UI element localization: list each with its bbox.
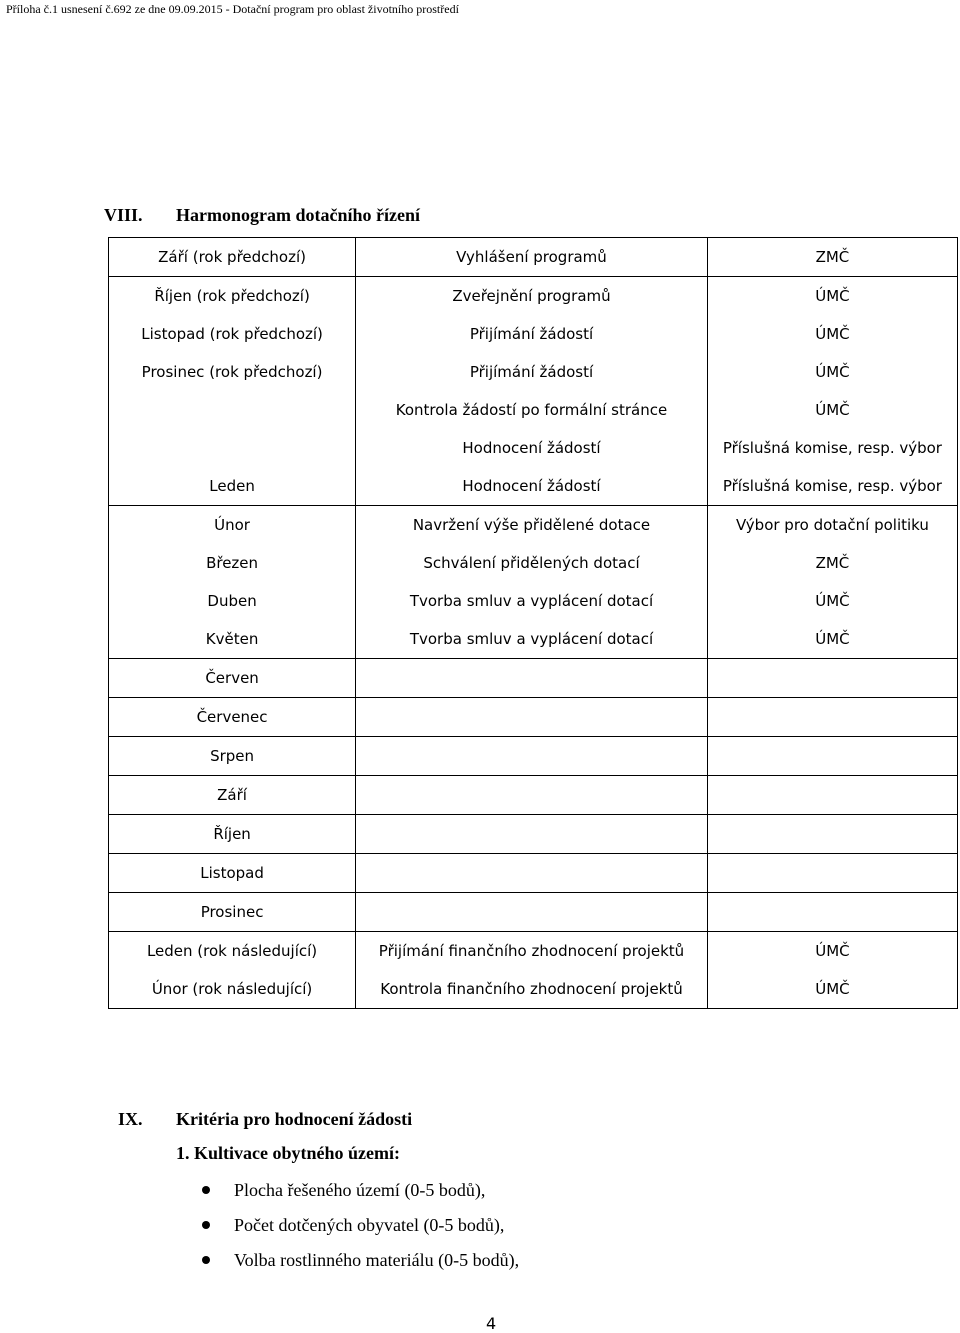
schedule-activity-cell: Přijímání žádostí [356,353,708,391]
schedule-period-cell: Září [109,776,356,815]
schedule-activity-cell [356,776,708,815]
schedule-responsible-cell [707,854,957,893]
schedule-activity-cell: Kontrola finančního zhodnocení projektů [356,970,708,1009]
schedule-responsible-cell: ÚMČ [707,582,957,620]
schedule-activity-cell [356,698,708,737]
table-row [109,854,958,893]
schedule-activity-cell: Přijímání finančního zhodnocení projektů [356,932,708,971]
schedule-responsible-cell: Příslušná komise, resp. výbor [707,429,957,467]
schedule-responsible-cell [707,893,957,932]
schedule-period-cell: Leden (rok následující) [109,932,356,971]
schedule-period-cell: Říjen [109,815,356,854]
table-row [109,429,958,467]
schedule-period-cell: Duben [109,582,356,620]
header-note: Příloha č.1 usnesení č.692 ze dne 09.09.2015 - Dotační program pro oblast životního prostředí [6,2,459,16]
schedule-period-cell: Září (rok předchozí) [109,238,356,277]
table-row [109,932,958,971]
bullet-icon [202,1256,210,1264]
table-row [109,238,958,277]
table-row [109,277,958,316]
table-row [109,893,958,932]
criteria-subheading: 1. Kultivace obytného území: [176,1143,400,1163]
schedule-activity-cell [356,893,708,932]
schedule-activity-cell: Navržení výše přidělené dotace [356,506,708,545]
schedule-activity-cell [356,854,708,893]
schedule-period-cell [109,429,356,467]
table-row [109,970,958,1009]
schedule-responsible-cell: ZMČ [707,544,957,582]
table-row [109,391,958,429]
schedule-responsible-cell: ZMČ [707,238,957,277]
schedule-activity-cell: Vyhlášení programů [356,238,708,277]
table-row [109,815,958,854]
schedule-period-cell: Listopad [109,854,356,893]
schedule-period-cell: Květen [109,620,356,659]
schedule-responsible-cell: ÚMČ [707,970,957,1009]
schedule-responsible-cell: ÚMČ [707,277,957,316]
table-row [109,506,958,545]
schedule-activity-cell [356,737,708,776]
bullet-icon [202,1221,210,1229]
schedule-activity-cell: Zveřejnění programů [356,277,708,316]
section-8-number: VIII. [104,205,143,225]
criteria-item [200,1178,519,1213]
table-row [109,315,958,353]
table-row [109,659,958,698]
schedule-activity-cell: Hodnocení žádostí [356,467,708,506]
schedule-responsible-cell: ÚMČ [707,353,957,391]
table-row [109,582,958,620]
table-row [109,698,958,737]
schedule-responsible-cell: ÚMČ [707,391,957,429]
table-row [109,467,958,506]
schedule-responsible-cell [707,737,957,776]
schedule-activity-cell: Přijímání žádostí [356,315,708,353]
schedule-period-cell: Říjen (rok předchozí) [109,277,356,316]
schedule-period-cell: Listopad (rok předchozí) [109,315,356,353]
schedule-period-cell: Prosinec [109,893,356,932]
schedule-activity-cell [356,659,708,698]
criteria-item-text: Plocha řešeného území (0-5 bodů), [234,1180,486,1200]
schedule-activity-cell: Hodnocení žádostí [356,429,708,467]
schedule-responsible-cell [707,659,957,698]
table-row [109,776,958,815]
schedule-period-cell: Červen [109,659,356,698]
criteria-item [200,1213,519,1248]
page-number: 4 [486,1314,497,1333]
table-row [109,737,958,776]
schedule-period-cell: Únor [109,506,356,545]
section-9-title: Kritéria pro hodnocení žádosti [176,1109,413,1129]
table-row [109,544,958,582]
schedule-responsible-cell [707,815,957,854]
schedule-responsible-cell [707,698,957,737]
bullet-icon [202,1186,210,1194]
table-row [109,620,958,659]
section-8-title: Harmonogram dotačního řízení [176,205,420,225]
schedule-period-cell: Únor (rok následující) [109,970,356,1009]
schedule-responsible-cell: ÚMČ [707,315,957,353]
schedule-period-cell: Březen [109,544,356,582]
schedule-activity-cell: Tvorba smluv a vyplácení dotací [356,582,708,620]
schedule-period-cell: Srpen [109,737,356,776]
schedule-activity-cell: Schválení přidělených dotací [356,544,708,582]
schedule-period-cell: Prosinec (rok předchozí) [109,353,356,391]
criteria-list [200,1178,519,1283]
schedule-responsible-cell: ÚMČ [707,932,957,971]
schedule-responsible-cell: Výbor pro dotační politiku [707,506,957,545]
schedule-period-cell: Leden [109,467,356,506]
schedule-responsible-cell [707,776,957,815]
schedule-activity-cell [356,815,708,854]
schedule-activity-cell: Tvorba smluv a vyplácení dotací [356,620,708,659]
criteria-item [200,1248,519,1283]
section-9-number: IX. [118,1109,143,1129]
schedule-activity-cell: Kontrola žádostí po formální stránce [356,391,708,429]
criteria-item-text: Počet dotčených obyvatel (0-5 bodů), [234,1215,505,1235]
schedule-period-cell [109,391,356,429]
criteria-item-text: Volba rostlinného materiálu (0-5 bodů), [234,1250,520,1270]
schedule-period-cell: Červenec [109,698,356,737]
table-row [109,353,958,391]
schedule-table [108,237,958,1009]
schedule-responsible-cell: ÚMČ [707,620,957,659]
schedule-responsible-cell: Příslušná komise, resp. výbor [707,467,957,506]
